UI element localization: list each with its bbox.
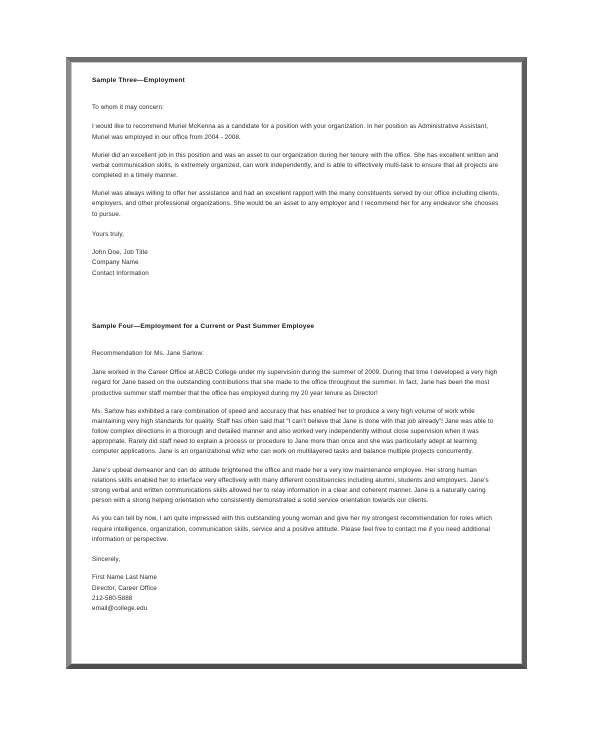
spacer (92, 279, 501, 323)
sample-four-paragraph-4: As you can tell by now, I am quite impressed with this outstanding young woman and give her my strongest recommendation for roles which require intelligence, organization, communication skills, service and a positive attitude. Please feel free to contact me if you need additional information or perspective. (92, 515, 493, 543)
spacer (92, 564, 501, 573)
spacer (92, 545, 501, 555)
document-page (71, 62, 522, 664)
spacer (92, 332, 501, 349)
sample-four-paragraph-3: Jane’s upbeat demeanor and can do attitude brightened the office and made her a very low maintenance employee. Her strong human relations skills enabled her to interface very effectively with many different constituencies including alumni, students and employers. Jane’s strong verbal and written communications skills allowed her to relay information in a clear and coherent manner. Jane is a naturally caring person with a strong helping orientation who consistently demonstrated a solid service orientation towards our clients. (92, 466, 489, 505)
sample-section-four (92, 323, 501, 614)
spacer (92, 112, 501, 122)
spacer (92, 181, 501, 189)
signature-line-name: First Name Last Name (92, 574, 157, 582)
signature-line-email: email@college.edu (92, 604, 148, 612)
spacer (92, 239, 501, 248)
signature-line-phone: 212-580-5888 (92, 594, 133, 602)
document-frame (66, 57, 527, 669)
sample-four-closing: Sincerely, (92, 555, 121, 563)
signature-line-company: Company Name (92, 259, 139, 267)
sample-three-salutation: To whom it may concern: (92, 103, 164, 111)
signature-line-title: Director, Career Office (92, 584, 157, 592)
sample-four-signature-block (92, 573, 501, 614)
sample-four-paragraph-1: Jane worked in the Career Office at ABCD College under my supervision during the summer of 2009. During that time I developed a very high regard for Jane based on the outstanding contributions that she made to the office throughout the summer. In fact, Jane has been the most productive summer staff member that the office has employed during my 20 year tenure as Director! (92, 369, 498, 397)
sample-four-heading: Sample Four—Employment for a Current or Past Summer Employee (92, 322, 315, 330)
sample-three-paragraph-1: I would like to recommend Muriel McKenna as a candidate for a position with your organization. In her position as Administrative Assistant, Muriel was employed in our office from 2004 - 2008. (92, 123, 489, 141)
spacer (92, 86, 501, 103)
sample-three-paragraph-2: Muriel did an excellent job in this position and was an asset to our organization during her tenure with the office. She has excellent written and verbal communication skills, is extremely organized, can work independently, and is able to effectively multi-task to ensure that all projects are completed in a timely manner. (92, 151, 499, 180)
spacer (92, 143, 501, 151)
sample-section-three (92, 77, 501, 279)
spacer (92, 458, 501, 466)
spacer (92, 399, 501, 407)
sample-three-heading: Sample Three—Employment (92, 77, 185, 84)
document-body (72, 63, 521, 624)
signature-line-contact: Contact Information (92, 269, 149, 277)
spacer (92, 220, 501, 230)
sample-three-closing: Yours truly, (92, 230, 124, 238)
sample-four-salutation: Recommendation for Ms. Jane Sarlow: (92, 349, 204, 357)
sample-four-paragraph-2: Ms. Sarlow has exhibited a rare combination of speed and accuracy that has enabled her to produce a very high volume of work while maintaining very high standards for quality. Staff has often said that “I can’t believe that Jane is done with that job already”! Jane was able to follow complex directions in a thorough and detailed manner and also worked very independently without close supervision when it was appropriate. Rarely did staff need to explain a process or procedure to Jane more than once and she was particularly adept at learning computer applications. Jane is an organizational whiz who can work on multilayered tasks and balance multiple projects concurrently. (92, 407, 494, 456)
sample-three-signature-block (92, 248, 501, 279)
spacer (92, 358, 501, 368)
signature-line-name: John Doe, Job Title (92, 249, 148, 257)
spacer (92, 506, 501, 514)
sample-three-paragraph-3: Muriel was always willing to offer her assistance and had an excellent rapport with the many constituents served by our office including clients, employers, and other professional organizations. She would be an asset to any employer and I recommend her for any endeavor she chooses to pursue. (92, 190, 500, 218)
